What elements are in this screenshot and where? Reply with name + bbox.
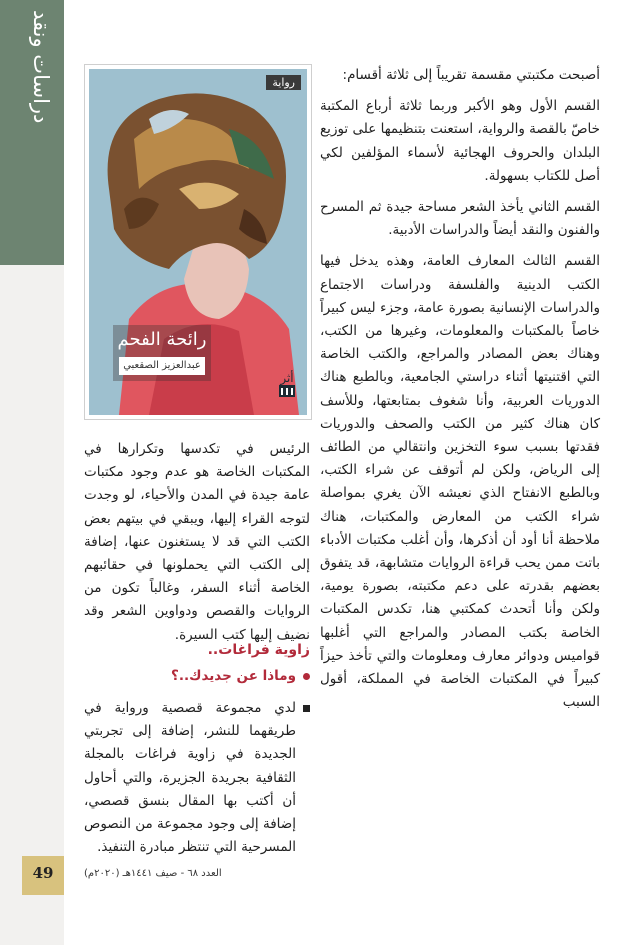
page-number: 49	[32, 864, 54, 882]
publisher-logo	[275, 371, 299, 400]
paragraph-section-one: القسم الأول وهو الأكبر وربما ثلاثة أرباع المكتبة خاصّ بالقصة والرواية، استعنت بتنظيمها على توزيع البلدان والحروف الهجائية لأسماء المؤلفين لكي أصل للكتاب بسهولة.	[320, 98, 600, 184]
paragraph-continuation: الرئيس في تكدسها وتكرارها في المكتبات الخاصة هو عدم وجود مكتبات عامة جيدة في المدن والأحياء، لو وجدت لتوجه القراء إليها، ويبقي في بيتهم بعض الكتب التي قد لا يستغنون عنها، إضافة إلى الكتب التي يحملونها في حقائبهم الخاصة أثناء السفر، وغالباً تكون من الروايات والقصص ودواوين الشعر وقد نضيف إليها كتب السيرة.	[84, 441, 310, 643]
question-bullet-icon	[303, 673, 310, 680]
page-number-box	[22, 856, 64, 895]
interview-answer: لدي مجموعة قصصية ورواية في طريقهما للنشر، إضافة إلى تجربتي الجديدة في زاوية فراغات بالمجلة الثقافية بجريدة الجزيرة، والتي أحاول أن أكتب بها المقال بنسق قصصي، إضافة إلى وجود مجموعة من النصوص المسرحية التي تنتظر مبادرة التنفيذ.	[84, 700, 296, 856]
book-author: عبدالعزيز الصقعبي	[119, 357, 205, 375]
sidebar	[0, 0, 64, 945]
genre-badge: رواية	[266, 75, 301, 90]
section-title: دراسات ونقد	[29, 10, 53, 124]
book-cover	[84, 64, 312, 420]
paragraph-section-three: القسم الثالث المعارف العامة، وهذه يدخل فيها الكتب الدينية والفلسفة ودراسات الاجتماع والدراسات الإنسانية بصورة عامة، وجزء ليس كبيراً خاصاً بالمكتبات والمعلومات، وغيرها من الكتب، وهناك بعض المصادر والمراجع، والكتب الخاصة التي اقتنيتها أثناء دراستي الجامعية، وبالطبع هناك الدوريات العربية، وأنا شغوف بمتابعتها، وللأسف كان هناك كثير من الكتب والصحف والدوريات فقدتها بسبب سوء التخزين وانتقالي من الطائف إلى الرياض، ولكن لم أتوقف عن شراء الكتب، وبالطبع الانفتاح الذي نعيشه الآن يغري بمواصلة شراء الكتب من المعارض والمكتبات، هناك ملاحظة أنا أود أن أذكرها، وأن أغلب مكتبات الأدباء باتت ممن يحب قراءة الروايات متشابهة، قد يتفوق بعضهم بقدرته على دعم مكتبته، بصورة يومية، ولكن وأنا أتحدث كمكتبي هنا، تكدس المكتبات الخاصة بكتب المصادر والمراجع التي أغلبها قواميس ودوائر معارف ومعلومات والتي تأخذ حيزاً كبيراً في المكتبات الخاصة في المملكة، أقول السبب	[320, 253, 600, 711]
paragraph-section-two: القسم الثاني يأخذ الشعر مساحة جيدة ثم المسرح والفنون والنقد أيضاً والدراسات الأدبية.	[320, 199, 600, 239]
book-cover-art	[89, 69, 307, 415]
interview-question: وماذا عن جديدك..؟	[170, 668, 296, 684]
left-column-continuation	[84, 438, 310, 647]
issue-footer: العدد ٦٨ - صيف ١٤٤١هـ (٢٠٢٠م)	[84, 868, 222, 879]
cover-title-box	[113, 325, 211, 381]
book-title: رائحة الفحم	[117, 329, 207, 350]
answer-row	[84, 697, 310, 859]
section-tab	[0, 0, 64, 265]
publisher-name: أثر	[280, 371, 294, 385]
question-row	[84, 665, 310, 688]
paragraph-intro: أصبحت مكتبتي مقسمة تقريباً إلى ثلاثة أقسام:	[342, 67, 600, 83]
right-column	[320, 64, 600, 722]
answer-bullet-icon	[303, 705, 310, 712]
section-subheading: زاوية فراغات..	[207, 642, 310, 658]
book-stack-icon	[279, 385, 295, 397]
